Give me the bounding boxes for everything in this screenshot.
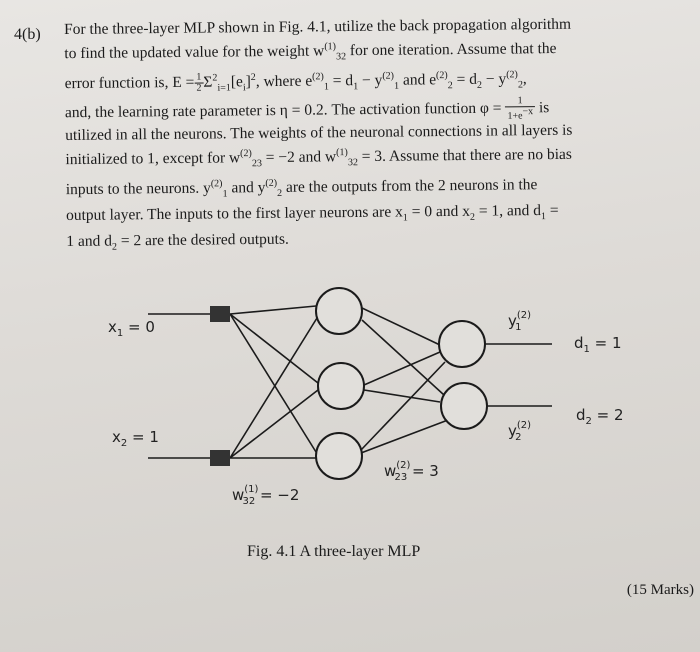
d1-label: $d_1 = 1$ <box>574 334 622 355</box>
neurons <box>316 288 487 479</box>
edge-i1-h1 <box>230 306 316 314</box>
edge-h2-o2 <box>364 390 440 402</box>
y1-label: $y^{(2)}$ 1 <box>508 310 532 333</box>
x2-value: = 1, and d <box>474 202 542 221</box>
hidden-neuron-1 <box>316 288 362 334</box>
w23-sub: 23 <box>251 158 262 170</box>
w32-sub: 32 <box>347 157 358 169</box>
d2-desired-sub: 2 <box>111 241 118 254</box>
y2-sup: (2) <box>506 69 518 81</box>
question-number: 4(b) <box>14 26 41 43</box>
ei-sub: i <box>242 82 246 94</box>
w23-value-and-w32: = −2 and w <box>261 148 337 166</box>
y1-sup: (2) <box>382 70 395 82</box>
x2-label: $x_2 = 1$ <box>112 428 159 449</box>
w32-sup: (1) <box>336 146 348 158</box>
line1-text: For the three-layer MLP shown in Fig. 4.1, utilize the back propagation algorithm <box>64 15 572 38</box>
y1-sub: 1 <box>394 80 400 93</box>
activation-denominator-base: 1+e <box>507 110 523 122</box>
w23-label: $w^{(2)}$ 23 = 3 <box>384 460 439 483</box>
w32-value-text: = 3. Assume that there are no bias <box>357 145 573 165</box>
eq-d2: = d <box>452 71 478 89</box>
half-denominator: 2 <box>196 82 202 94</box>
figure-caption: Fig. 4.1 A three-layer MLP <box>247 543 421 560</box>
d2-sub: 2 <box>476 80 483 92</box>
eq-d1: = d <box>328 72 354 90</box>
input-node-1 <box>210 306 230 322</box>
e2-sub: 2 <box>447 80 453 92</box>
activation-exponent: −x <box>522 105 534 117</box>
edge-i1-h3 <box>230 314 316 452</box>
x1-value: = 0 and x <box>407 203 471 221</box>
x1-sub: 1 <box>402 212 408 224</box>
edge-i2-h2 <box>230 390 318 458</box>
sum-symbol: Σ <box>203 73 213 91</box>
sum-upper: 2 <box>212 72 218 84</box>
sum-lower: i=1 <box>217 82 231 94</box>
bias-text: inputs to the neurons. y <box>65 179 211 199</box>
activation-numerator: 1 <box>505 96 535 107</box>
line5-text: utilized in all the neurons. The weights of the neuronal connections in all layers is <box>65 121 573 144</box>
d1-desired-sub: 1 <box>540 211 547 223</box>
d1-sub: 1 <box>353 81 359 93</box>
e1-sub: 1 <box>323 81 329 93</box>
edge-h1-o2 <box>362 320 444 395</box>
inputs-text: output layer. The inputs to the first layer neurons are x <box>65 203 403 225</box>
x2-sub: 2 <box>469 212 476 224</box>
weight-w32-symbol: w <box>313 42 325 60</box>
y2-sub: 2 <box>517 79 523 91</box>
w23-sup: (2) <box>240 147 252 159</box>
line2-text-a: to find the updated value for the weight <box>64 42 310 63</box>
edge-h1-o1 <box>362 308 440 345</box>
d1-eq: = <box>545 202 559 220</box>
ei-square: 2 <box>250 72 256 84</box>
learning-rate-text: and, the learning rate parameter is η = 0.2. The activation function φ = <box>64 99 502 121</box>
minus-y1: − y <box>358 72 383 90</box>
where-e1: , where e <box>255 72 313 91</box>
and-y2: and y <box>227 179 266 197</box>
output-neuron-1 <box>439 321 485 367</box>
y2-label: $y^{(2)}$ 2 <box>508 420 532 443</box>
ei-open: [e <box>230 73 243 91</box>
line3-comma: , <box>522 70 527 88</box>
edge-i1-h2 <box>230 314 318 383</box>
minus-y2: − y <box>481 70 507 89</box>
half-numerator: 1 <box>194 73 203 84</box>
error-function-label: error function is, E = <box>64 74 195 93</box>
marks-label: (15 Marks) <box>626 582 694 598</box>
line4-is: is <box>538 98 550 116</box>
y1-out-sub: 1 <box>222 188 228 200</box>
e1-sup: (2) <box>312 71 324 83</box>
weight-w32-subscript: 32 <box>336 51 347 63</box>
outputs-text: are the outputs from the 2 neurons in the <box>282 176 538 196</box>
weight-w32-superscript: (1) <box>324 41 337 53</box>
and-e2: and e <box>398 71 437 89</box>
x1-label: $x_1 = 0$ <box>108 318 155 339</box>
y2-out-sub: 2 <box>277 188 283 200</box>
desired-outputs-text: = 2 are the desired outputs. <box>116 231 289 250</box>
e2-sup: (2) <box>435 70 448 82</box>
d2-label: $d_2 = 2$ <box>576 406 624 427</box>
y1-out-sup: (2) <box>210 178 223 190</box>
y2-out-sup: (2) <box>265 177 278 189</box>
init-text: initialized to 1, except for w <box>65 149 241 168</box>
output-neuron-2 <box>441 383 487 429</box>
hidden-neuron-2 <box>318 363 364 409</box>
line2-text-b: for one iteration. Assume that the <box>349 40 557 60</box>
d-values-text: 1 and d <box>66 232 113 251</box>
ei-close: ] <box>245 73 251 91</box>
edge-i2-h1 <box>230 318 317 458</box>
input-node-2 <box>210 450 230 466</box>
hidden-neuron-3 <box>316 433 362 479</box>
w32-label: $w^{(1)}$ 32 = −2 <box>232 484 300 507</box>
